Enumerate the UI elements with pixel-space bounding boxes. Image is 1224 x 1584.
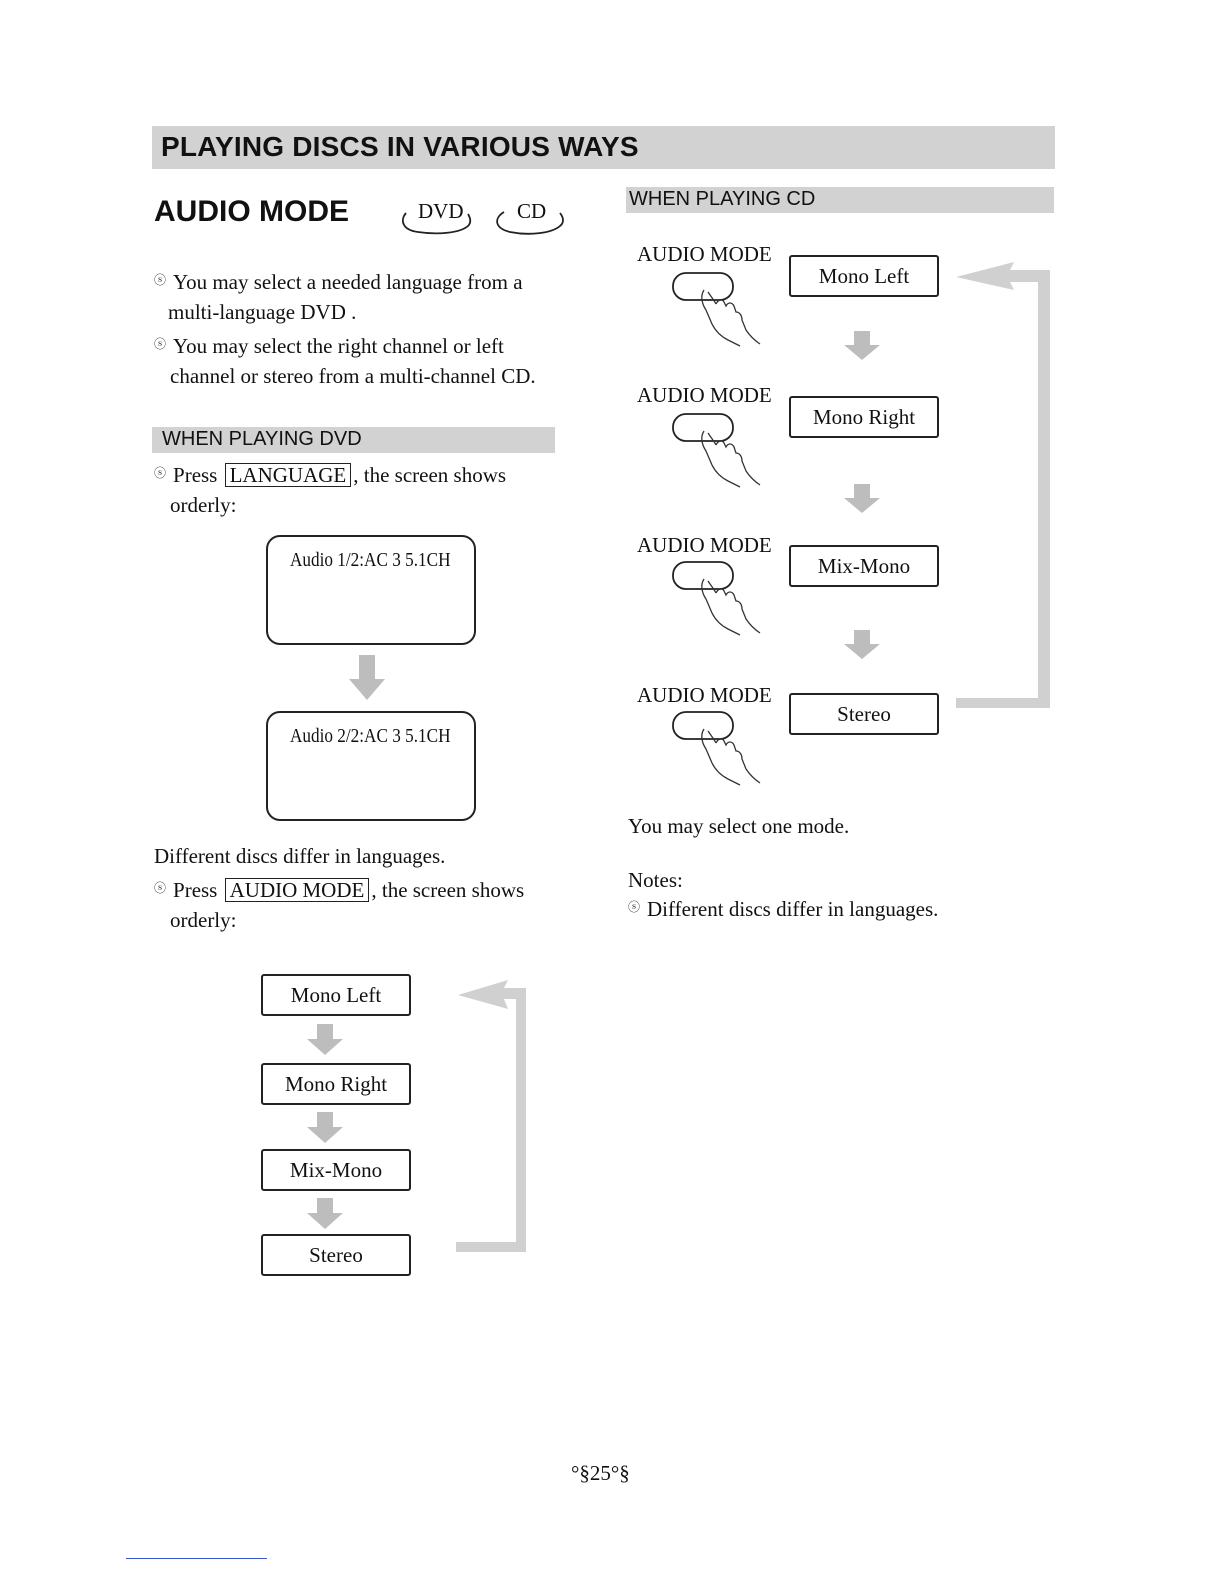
audio-mode-button-label: AUDIO MODE <box>637 533 772 557</box>
dvd-mode-stereo: Stereo <box>261 1234 411 1276</box>
hand-press-button-icon <box>668 409 768 495</box>
hand-press-button-icon <box>668 707 768 793</box>
down-arrow-icon <box>306 1112 344 1144</box>
notes-item <box>628 891 938 925</box>
audio-mode-key: AUDIO MODE <box>225 878 370 902</box>
dvd-differ-note: Different discs differ in languages. <box>154 844 446 868</box>
intro-bullet-2-line-2: channel or stereo from a multi-channel CD. <box>170 364 536 388</box>
cd-select-note: You may select one mode. <box>628 814 850 838</box>
dvd-heading-bar <box>152 427 555 453</box>
osd-screen-text: Audio 1/2:AC 3 5.1CH <box>290 549 451 571</box>
bullet-icon: ⓢ <box>628 900 641 914</box>
dvd-disc-logo <box>398 196 476 238</box>
press-label: Press <box>173 463 218 487</box>
cd-heading-bar <box>626 187 1054 213</box>
intro-bullet-2-line-1: You may select the right channel or left <box>173 334 504 358</box>
audio-mode-button-label: AUDIO MODE <box>637 683 772 707</box>
down-arrow-icon <box>843 484 881 514</box>
down-arrow-icon <box>843 331 881 361</box>
cd-mode-mono-right: Mono Right <box>789 396 939 438</box>
cd-logo-text: CD <box>517 199 547 223</box>
page-number: °§25°§ <box>571 1461 630 1485</box>
bullet-icon: ⓢ <box>154 337 167 351</box>
page-header-bar <box>152 126 1055 169</box>
cd-disc-logo <box>490 196 568 238</box>
bullet-icon: ⓢ <box>154 881 167 895</box>
notes-label: Notes: <box>628 868 683 892</box>
bullet-icon: ⓢ <box>154 273 167 287</box>
intro-bullet-1-line-2: multi-language DVD . <box>168 300 357 324</box>
dvd-mode-mix-mono: Mix-Mono <box>261 1149 411 1191</box>
press-label: Press <box>173 878 218 902</box>
dvd-heading: WHEN PLAYING DVD <box>162 428 362 450</box>
dvd-press-language-line <box>154 457 506 491</box>
dvd-logo-text: DVD <box>418 199 464 223</box>
down-arrow-icon <box>306 1198 344 1230</box>
dvd-press-audio-mode-line <box>154 872 524 906</box>
down-arrow-icon <box>347 655 387 701</box>
language-key: LANGUAGE <box>225 463 352 487</box>
section-title: AUDIO MODE <box>154 195 349 228</box>
osd-screen-audio-1 <box>266 535 476 645</box>
hand-press-button-icon <box>668 268 768 354</box>
notes-item-text: Different discs differ in languages. <box>647 897 939 921</box>
screen-shows-text: , the screen shows <box>371 878 525 902</box>
dvd-mode-mono-left: Mono Left <box>261 974 411 1016</box>
cycle-return-arrow-icon <box>950 258 1054 722</box>
osd-screen-audio-2 <box>266 711 476 821</box>
footer-divider <box>126 1558 267 1559</box>
intro-bullet-1 <box>154 264 523 298</box>
intro-bullet-1-line-1: You may select a needed language from a <box>173 270 523 294</box>
dvd-mode-mono-right: Mono Right <box>261 1063 411 1105</box>
cd-heading: WHEN PLAYING CD <box>629 188 816 210</box>
page-header-title: PLAYING DISCS IN VARIOUS WAYS <box>161 131 639 162</box>
dvd-orderly-text: orderly: <box>170 493 237 517</box>
hand-press-button-icon <box>668 557 768 643</box>
audio-mode-button-label: AUDIO MODE <box>637 242 772 266</box>
screen-shows-text: , the screen shows <box>353 463 507 487</box>
down-arrow-icon <box>843 630 881 660</box>
cd-mode-mix-mono: Mix-Mono <box>789 545 939 587</box>
intro-bullet-2 <box>154 328 504 362</box>
cd-mode-stereo: Stereo <box>789 693 939 735</box>
audio-mode-button-label: AUDIO MODE <box>637 383 772 407</box>
dvd-orderly-text-2: orderly: <box>170 908 237 932</box>
cycle-return-arrow-icon <box>450 975 532 1265</box>
osd-screen-text: Audio 2/2:AC 3 5.1CH <box>290 725 451 747</box>
down-arrow-icon <box>306 1024 344 1056</box>
bullet-icon: ⓢ <box>154 466 167 480</box>
cd-mode-mono-left: Mono Left <box>789 255 939 297</box>
